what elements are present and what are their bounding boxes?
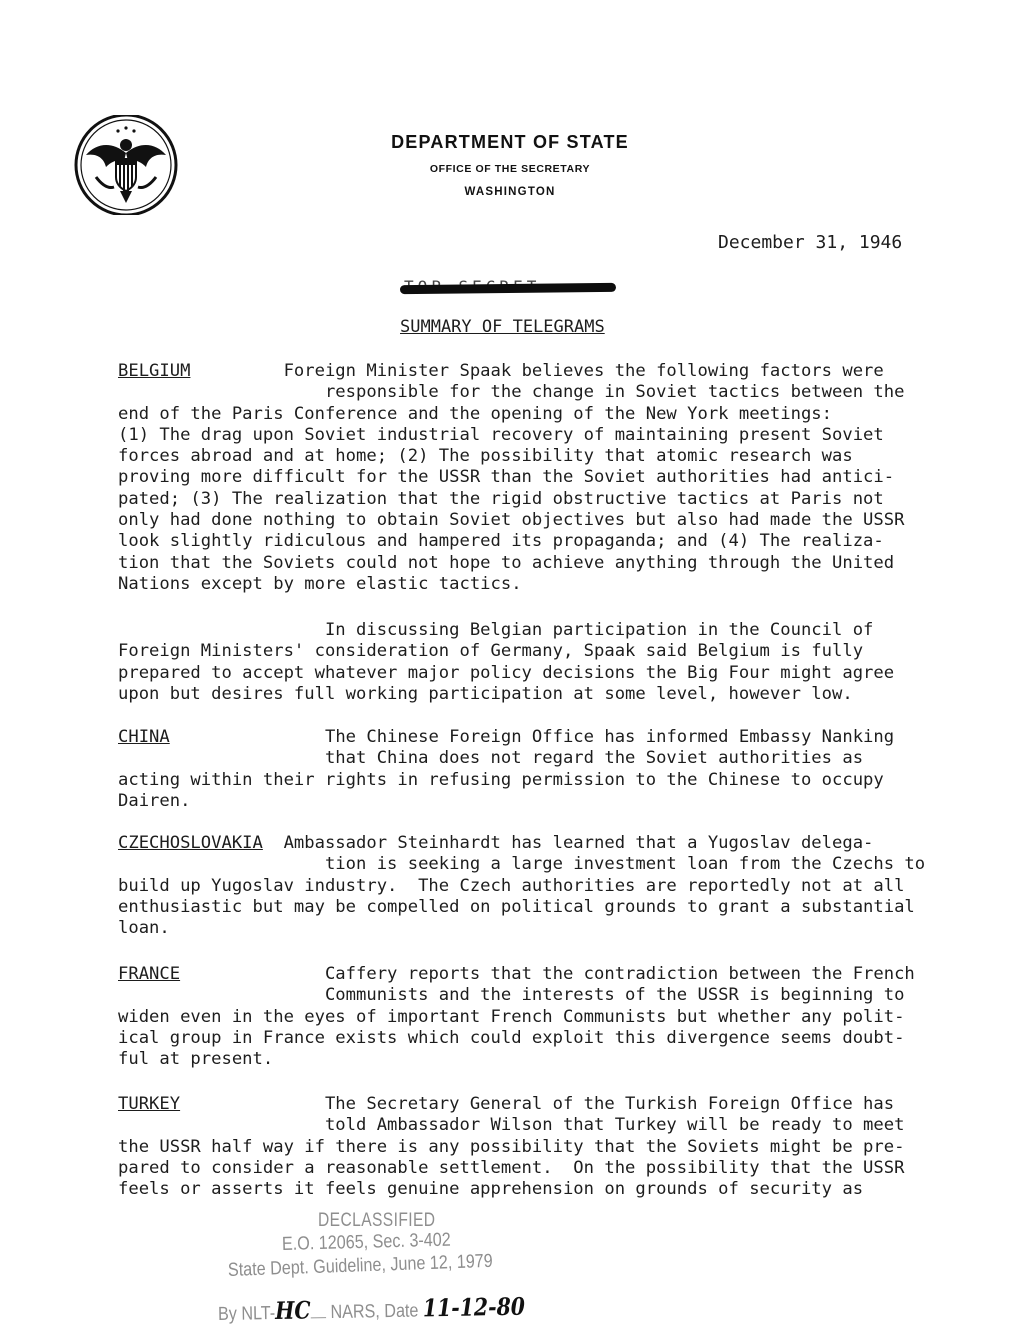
section-turkey [118, 1094, 948, 1200]
signature-blank [311, 1317, 326, 1318]
letterhead-department: DEPARTMENT OF STATE [391, 132, 629, 152]
declassified-stamp-heading: DECLASSIFIED [318, 1210, 436, 1231]
czechoslovakia-paragraph: tion is seeking a large investment loan from the Czechs to build up Yugoslav industry. The Czech authorities are reportedly not at all enthusiastic but may be compelled on political grounds to grant a substantial loan. [118, 854, 926, 939]
belgium-paragraph-2: In discussing Belgian participation in the Council of Foreign Ministers' consideration of Germany, Spaak said Belgium is fully prepared to accept whatever major policy decisions the Big Four might agree upon but desires full working participation at some level, however low. [118, 620, 895, 704]
declassified-stamp-order: E.O. 12065, Sec. 3-402 [281, 1229, 451, 1255]
section-label-china: CHINA [118, 727, 170, 747]
section-label-czechoslovakia: CZECHOSLOVAKIA [118, 833, 263, 853]
china-line-1: The Chinese Foreign Office has informed Embassy Nanking [169, 727, 895, 747]
declassified-nars-prefix: NARS, Date [330, 1300, 419, 1324]
section-label-turkey: TURKEY [118, 1094, 181, 1114]
belgium-paragraph-1-line-1: Foreign Minister Spaak believes the following factors were [190, 361, 884, 381]
document-date: December 31, 1946 [718, 232, 903, 253]
declassified-stamp-signature-line [218, 1292, 525, 1326]
great-seal-icon [68, 115, 184, 215]
czechoslovakia-line-1: Ambassador Steinhardt has learned that a Yugoslav delega- [262, 833, 874, 853]
section-france [118, 964, 948, 1070]
declassified-stamp-guideline: State Dept. Guideline, June 12, 1979 [227, 1250, 494, 1281]
letterhead-office: OFFICE OF THE SECRETARY [429, 163, 591, 175]
section-label-belgium: BELGIUM [118, 361, 191, 381]
document-title: SUMMARY OF TELEGRAMS [400, 317, 605, 337]
france-paragraph: Communists and the interests of the USSR is beginning to widen even in the eyes of important French Communists but whether any polit- ical group in France exists which could exploit this divergence seems doubt- ful at present. [118, 985, 905, 1070]
turkey-paragraph: told Ambassador Wilson that Turkey will be ready to meet the USSR half way if there is any possibility that the Soviets might be pre- pared to consider a reasonable settlement. On the possibility that the USSR feels or asserts it feels genuine apprehension on grounds of security as [118, 1115, 905, 1200]
turkey-line-1: The Secretary General of the Turkish Foreign Office has [180, 1094, 895, 1114]
section-czechoslovakia [118, 833, 948, 939]
letterhead-city: WASHINGTON [464, 186, 556, 198]
declassified-by-prefix: By NLT- [217, 1303, 276, 1325]
section-label-france: FRANCE [118, 964, 181, 984]
section-belgium [118, 361, 948, 595]
declassified-date: 11-12-80 [422, 1291, 526, 1323]
section-china [118, 727, 948, 812]
france-line-1: Caffery reports that the contradiction between the French [180, 964, 915, 984]
redaction-bar [400, 283, 616, 294]
belgium-paragraph-1: responsible for the change in Soviet tactics between the end of the Paris Conference and the opening of the New York meetings: (1) The drag upon Soviet industrial recovery of maintaining present Soviet forces abroad and at home; (2) The possibility that atomic research was proving more difficult for the USSR than the Soviet authorities had antici- pated; (3) The realization that the rigid obstructive tactics at Paris not only had done nothing to obtain Soviet objectives but also had made the USSR look slightly ridiculous and hampered its propaganda; and (4) The realiza- tion that the Soviets could not hope to achieve anything through the United Nations except by more elastic tactics. [118, 382, 905, 594]
china-paragraph: that China does not regard the Soviet authorities as acting within their rights in refusing permission to the Chinese to occupy Dairen. [118, 748, 884, 811]
declassified-initials: HC [274, 1295, 311, 1326]
